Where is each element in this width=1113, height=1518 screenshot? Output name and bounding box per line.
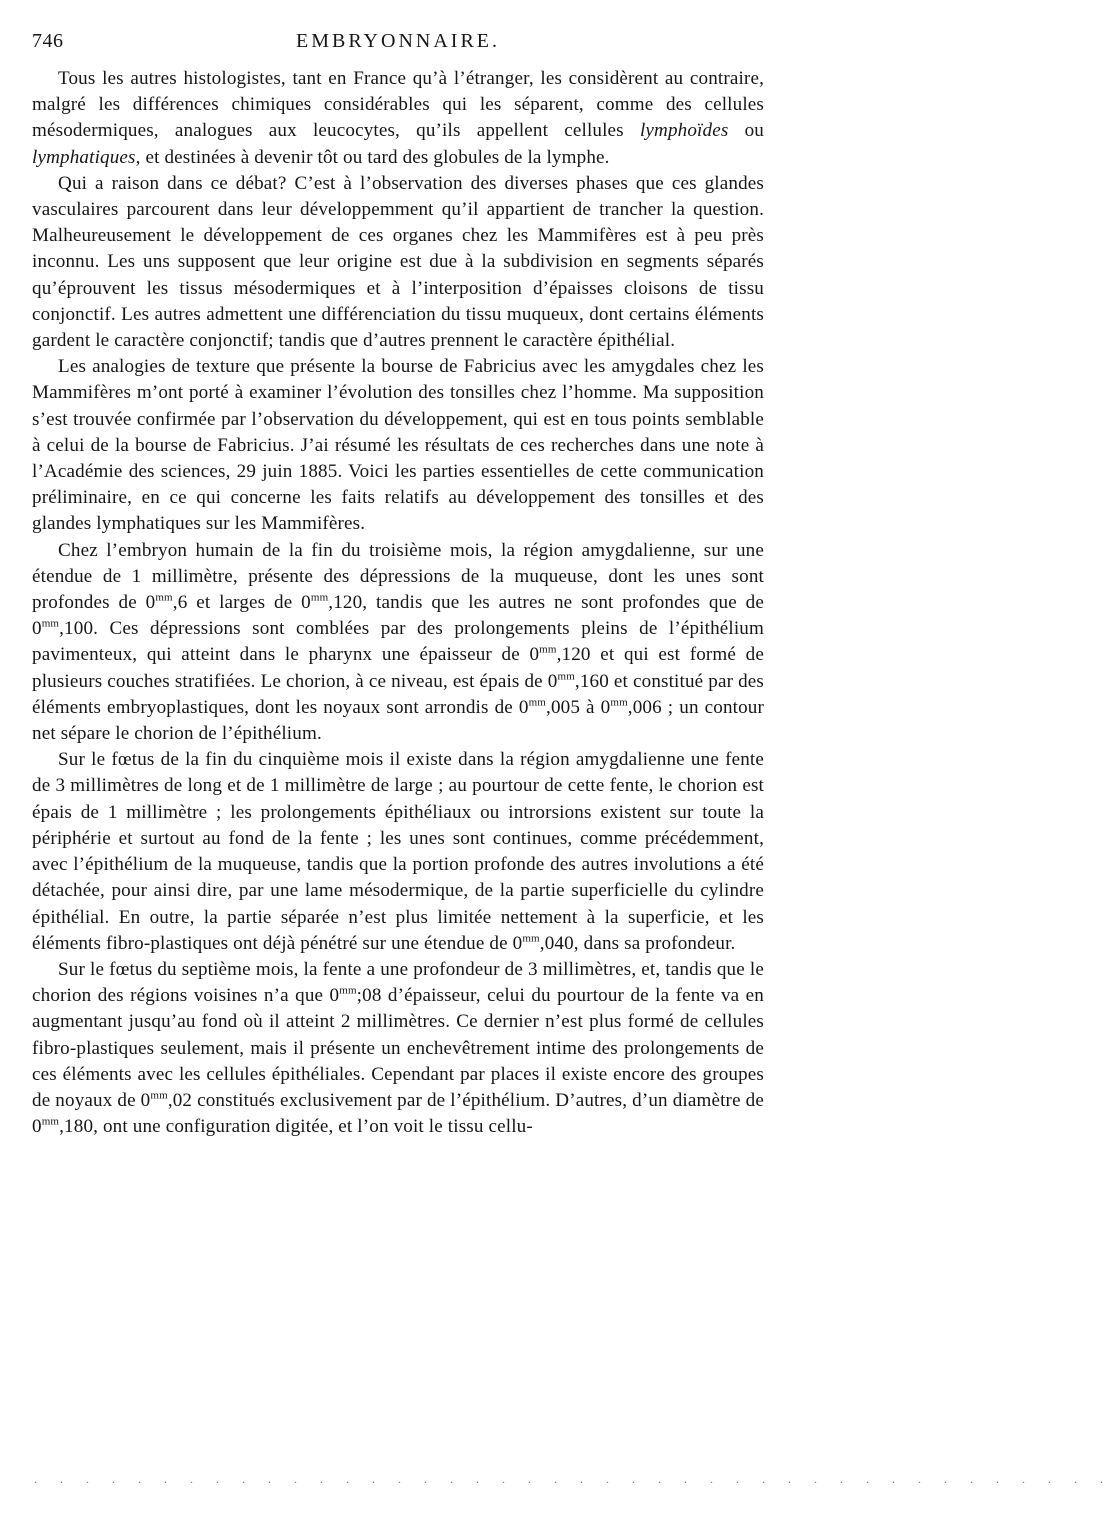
paragraph-5-text-2: ,040, dans sa profondeur. xyxy=(539,932,736,954)
mm-superscript: mm xyxy=(310,591,329,604)
paragraph-1-text-1: Tous les autres histologistes, tant en France qu’à l’étranger, les considèrent au contraire, malgré les différences chimiques considérables qui les séparent, comme des cellules mésodermiques, analogues aux leucocytes, qu’ils appellent cellules xyxy=(32,68,764,142)
paragraph-4-text-8: ,006 ; un contour net sépare le chorion de l’épithélium. xyxy=(32,696,765,745)
mm-superscript: mm xyxy=(522,932,540,945)
page-header xyxy=(32,26,764,56)
paragraph-4-text-6: ,160 et constitué par des éléments embryoplastiques, dont les noyaux sont arrondis de 0 xyxy=(32,670,764,718)
paragraph-4 xyxy=(32,538,764,748)
paragraph-4-text-7: ,005 à 0 xyxy=(546,696,611,718)
mm-superscript: mm xyxy=(155,591,173,604)
paragraph-1-text-3: , et destinées à devenir tôt ou tard des globules de la lymphe. xyxy=(135,146,610,168)
paragraph-1-text-2: ou xyxy=(728,120,764,142)
page-body xyxy=(32,66,764,1140)
paragraph-4-text-1: Chez l’embryon humain de la fin du troisième mois, la région amygdalienne, sur une étendue de 1 millimètre, présente des dépressions de la muqueuse, dont les unes sont profondes de 0 xyxy=(32,539,764,614)
mm-superscript: mm xyxy=(150,1089,168,1102)
paragraph-4-text-4: ,100. Ces dépressions sont comblées par des prolongements pleins de l’épithélium pavimenteux, qui atteint dans le pharynx une épaisseur de 0 xyxy=(32,618,764,666)
paragraph-4-text-2: ,6 et larges de 0 xyxy=(172,592,311,614)
paragraph-6 xyxy=(32,957,764,1140)
paragraph-6-text-4: ,180, ont une configuration digitée, et l’on voit le tissu cellu- xyxy=(59,1116,533,1138)
paragraph-6-text-3: ,02 constitués exclusivement par de l’épithélium. D’autres, d’un diamètre de 0 xyxy=(32,1089,764,1138)
mm-superscript: mm xyxy=(41,1115,60,1128)
mm-superscript: mm xyxy=(339,984,357,997)
paragraph-5 xyxy=(32,747,764,957)
mm-superscript: mm xyxy=(528,696,547,709)
paragraph-1 xyxy=(32,66,764,171)
mm-superscript: mm xyxy=(41,617,60,630)
mm-superscript: mm xyxy=(610,696,628,709)
paragraph-5-text-1: Sur le fœtus de la fin du cinquième mois il existe dans la région amygdalienne une fente de 3 millimètres de long et de 1 millimètre de large ; au pourtour de cette fente, le chorion est épais de 1 millimètre ; les prolongements épithéliaux ou introrsions existent sur toute la périphérie et surtout au fond de la fente ; les unes sont continues, comme précédemment, avec l’épithélium de la muqueuse, tandis que la portion profonde des autres involutions a été détachée, pour ainsi dire, par une lame mésodermique, de la partie superficielle du cylindre épithélial. En outre, la partie séparée n’est plus limitée nettement à la superficie, et les éléments fibro-plastiques ont déjà pénétré sur une étendue de 0 xyxy=(32,749,764,954)
paragraph-1-italic-lymphoides: lymphoïdes xyxy=(639,120,729,142)
paragraph-2: Qui a raison dans ce débat? C’est à l’observation des diverses phases que ces glandes vasculaires parcourent dans leur développemment qu’il appartient de trancher la question. Malheureusement le développement de ces organes chez les Mammifères est à peu près inconnu. Les uns supposent que leur origine est due à la subdivision en segments séparés qu’éprouvent les tissus mésodermiques et à l’interposition d’épaisses cloisons de tissu conjonctif. Les autres admettent une différenciation du tissu muqueux, dont certains éléments gardent le caractère conjonctif; tandis que d’autres prennent le caractère épithélial. xyxy=(32,172,764,352)
paragraph-6-text-2: ;08 d’épaisseur, celui du pourtour de la fente va en augmentant jusqu’au fond où il atteint 2 millimètres. Ce dernier n’est plus formé de cellules fibro-plastiques seulement, mais il présente un enchevêtrement intime des prolongements de ces éléments avec les cellules épithéliales. Cependant par places il existe encore des groupes de noyaux de 0 xyxy=(32,985,764,1111)
page-number: 746 xyxy=(32,30,64,52)
mm-superscript: mm xyxy=(557,670,575,683)
paragraph-4-text-5: ,120 et qui est formé de plusieurs couches stratifiées. Le chorion, à ce niveau, est épais de 0 xyxy=(32,644,764,692)
paragraph-6-text-1: Sur le fœtus du septième mois, la fente a une profondeur de 3 millimètres, et, tandis que le chorion des régions voisines n’a que 0 xyxy=(32,958,764,1007)
book-page xyxy=(32,26,764,1140)
paragraph-4-text-3: ,120, tandis que les autres ne sont profondes que de 0 xyxy=(32,592,764,640)
paragraph-1-italic-lymphatiques: lymphatiques xyxy=(32,146,136,168)
paragraph-3: Les analogies de texture que présente la bourse de Fabricius avec les amygdales chez les Mammifères m’ont porté à examiner l’évolution des tonsilles chez l’homme. Ma supposition s’est trouvée confirmée par l’observation du développement, qui est en tous points semblable à celui de la bourse de Fabricius. J’ai résumé les résultats de ces recherches dans une note à l’Académie des sciences, 29 juin 1885. Voici les parties essentielles de cette communication préliminaire, en ce qui concerne les faits relatifs au développement des tonsilles et des glandes lymphatiques sur les Mammifères. xyxy=(32,356,764,535)
bottom-dotted-rule: . . . . . . . . . . . . . . . . . . . . . . . . . . . . . . . . . . . . . . . . . . xyxy=(34,1472,1113,1486)
mm-superscript: mm xyxy=(539,644,557,657)
running-head: EMBRYONNAIRE. xyxy=(295,30,500,52)
